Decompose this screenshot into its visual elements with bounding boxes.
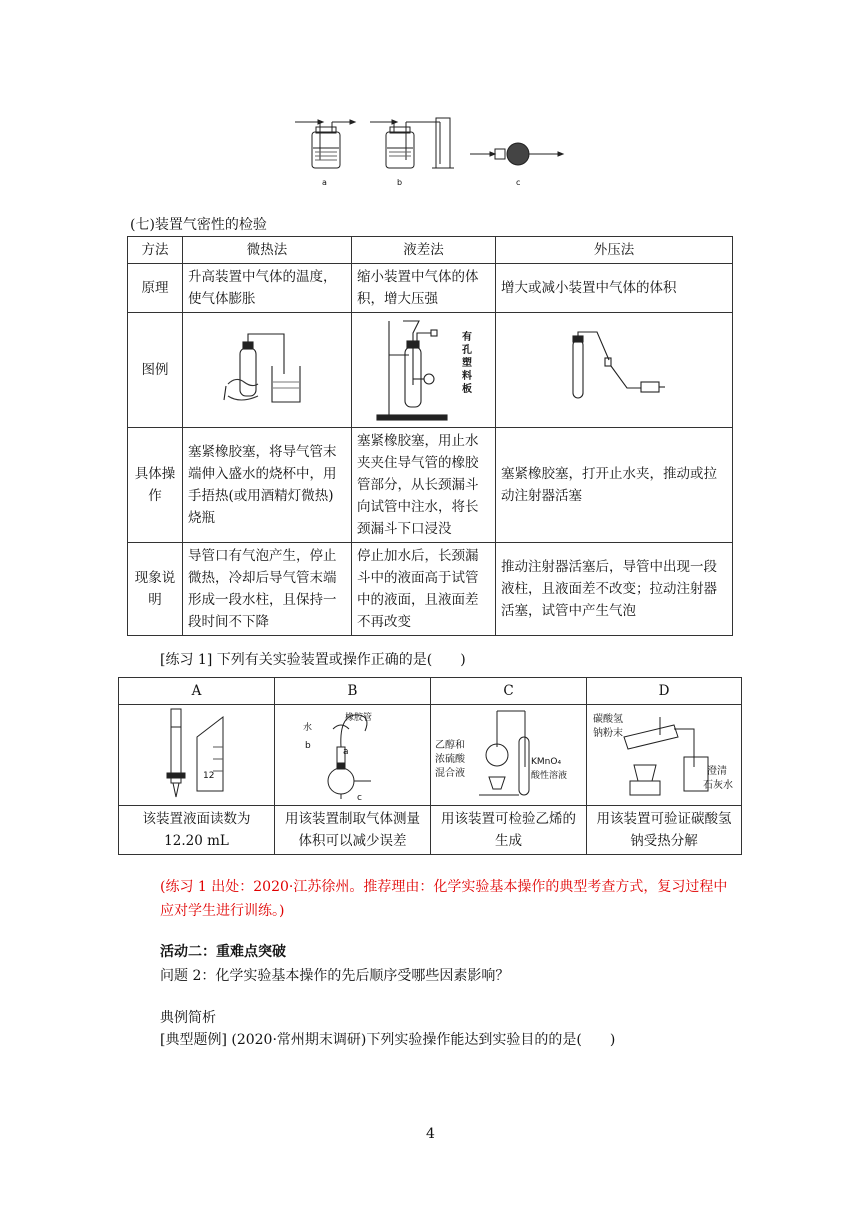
perforated-plate-label: 有孔塑料板 xyxy=(462,332,472,395)
option-c-letter: C xyxy=(431,678,587,705)
table-cell: 塞紧橡胶塞，将导气管末端伸入盛水的烧杯中，用手捂热(或用酒精灯微热)烧瓶 xyxy=(183,428,352,543)
option-b-figure xyxy=(275,705,431,806)
option-a-label-12: 12 xyxy=(203,771,215,781)
option-d-figure xyxy=(587,705,742,806)
option-d-label-3: 澄清 xyxy=(707,766,727,777)
burette-figure xyxy=(137,707,257,803)
option-c-label-3: 混合液 xyxy=(435,768,465,779)
options-figure-row xyxy=(119,705,742,806)
activity2-question: 问题 2：化学实验基本操作的先后顺序受哪些因素影响？ xyxy=(160,968,510,984)
label-b: b xyxy=(397,178,403,187)
activity2-heading: 活动二：重难点突破 xyxy=(160,944,286,960)
option-d-label-2: 钠粉末 xyxy=(593,728,623,739)
table-cell: 停止加水后，长颈漏斗中的液面高于试管中的液面，且液面差不再改变 xyxy=(352,543,496,636)
table-row xyxy=(128,313,733,428)
option-d-letter: D xyxy=(587,678,742,705)
label-c: c xyxy=(516,178,521,187)
row-label: 原理 xyxy=(128,264,183,313)
option-c-label-1: 乙醇和 xyxy=(435,740,465,751)
header-heating: 微热法 xyxy=(183,237,352,264)
option-a-letter: A xyxy=(119,678,275,705)
options-caption-row xyxy=(119,806,742,855)
airtightness-table xyxy=(127,236,733,636)
option-b-letter: B xyxy=(275,678,431,705)
header-external-pressure: 外压法 xyxy=(496,237,733,264)
option-c-label-4: KMnO₄ xyxy=(531,757,562,767)
option-b-label-hose: 橡胶管 xyxy=(345,713,373,723)
option-b-caption: 用该装置制取气体测量体积可以减少误差 xyxy=(275,806,431,855)
option-b-label-c: c xyxy=(357,793,362,803)
table-cell: 塞紧橡胶塞，用止水夹夹住导气管的橡胶管部分，从长颈漏斗向试管中注水，将长颈漏斗下口浸没 xyxy=(352,428,496,543)
option-b-label-a: a xyxy=(343,747,349,757)
option-d-caption: 用该装置可验证碳酸氢钠受热分解 xyxy=(587,806,742,855)
table-cell: 塞紧橡胶塞，打开止水夹，推动或拉动注射器活塞 xyxy=(496,428,733,543)
option-c-label-2: 浓硫酸 xyxy=(435,754,465,765)
heating-method-figure xyxy=(222,330,312,410)
option-d-label-4: 石灰水 xyxy=(703,780,733,791)
label-a: a xyxy=(322,178,327,187)
table-header-row xyxy=(128,237,733,264)
options-header-row xyxy=(119,678,742,705)
exercise1-question: [练习 1] 下列有关实验装置或操作正确的是( ) xyxy=(160,652,466,668)
table-cell: 导管口有气泡产生，停止微热，冷却后导气管末端形成一段水柱，且保持一段时间不下降 xyxy=(183,543,352,636)
option-a-figure xyxy=(119,705,275,806)
option-a-caption: 该装置液面读数为12.20 mL xyxy=(119,806,275,855)
exercise1-options-table xyxy=(118,677,742,855)
activity2-subheading: 典例简析 xyxy=(160,1010,216,1026)
gas-bottles-figure xyxy=(290,108,570,190)
table-row xyxy=(128,264,733,313)
row-label: 图例 xyxy=(128,313,183,428)
row-label: 具体操作 xyxy=(128,428,183,543)
exercise1-note: (练习 1 出处：2020·江苏徐州。推荐理由：化学实验基本操作的典型考查方式，复习过程中应对学生进行训练。) xyxy=(160,879,728,919)
table-cell: 缩小装置中气体的体积，增大压强 xyxy=(352,264,496,313)
table-cell: 增大或减小装置中气体的体积 xyxy=(496,264,733,313)
option-c-figure xyxy=(431,705,587,806)
option-b-label-water: 水 xyxy=(303,723,313,733)
header-liquid-diff: 液差法 xyxy=(352,237,496,264)
row-label: 现象说明 xyxy=(128,543,183,636)
external-pressure-figure xyxy=(559,330,669,410)
table-cell: 推动注射器活塞后，导管中出现一段液柱，且液面差不改变；拉动注射器活塞，试管中产生气泡 xyxy=(496,543,733,636)
top-figure xyxy=(290,108,570,190)
option-b-label-b: b xyxy=(305,741,311,751)
page-number: 4 xyxy=(426,1126,435,1142)
option-c-caption: 用该装置可检验乙烯的生成 xyxy=(431,806,587,855)
figure-cell-heating xyxy=(183,313,352,428)
figure-cell-liquid xyxy=(352,313,496,428)
header-method: 方法 xyxy=(128,237,183,264)
activity2-example: [典型题例] (2020·常州期末调研)下列实验操作能达到实验目的的是( ) xyxy=(160,1032,616,1048)
table-row xyxy=(128,543,733,636)
figure-cell-pressure xyxy=(496,313,733,428)
table-row xyxy=(128,428,733,543)
table-cell: 升高装置中气体的温度，使气体膨胀 xyxy=(183,264,352,313)
option-d-label-1: 碳酸氢 xyxy=(593,714,623,725)
option-c-label-5: 酸性溶液 xyxy=(531,771,568,781)
section7-heading: (七)装置气密性的检验 xyxy=(130,217,267,233)
